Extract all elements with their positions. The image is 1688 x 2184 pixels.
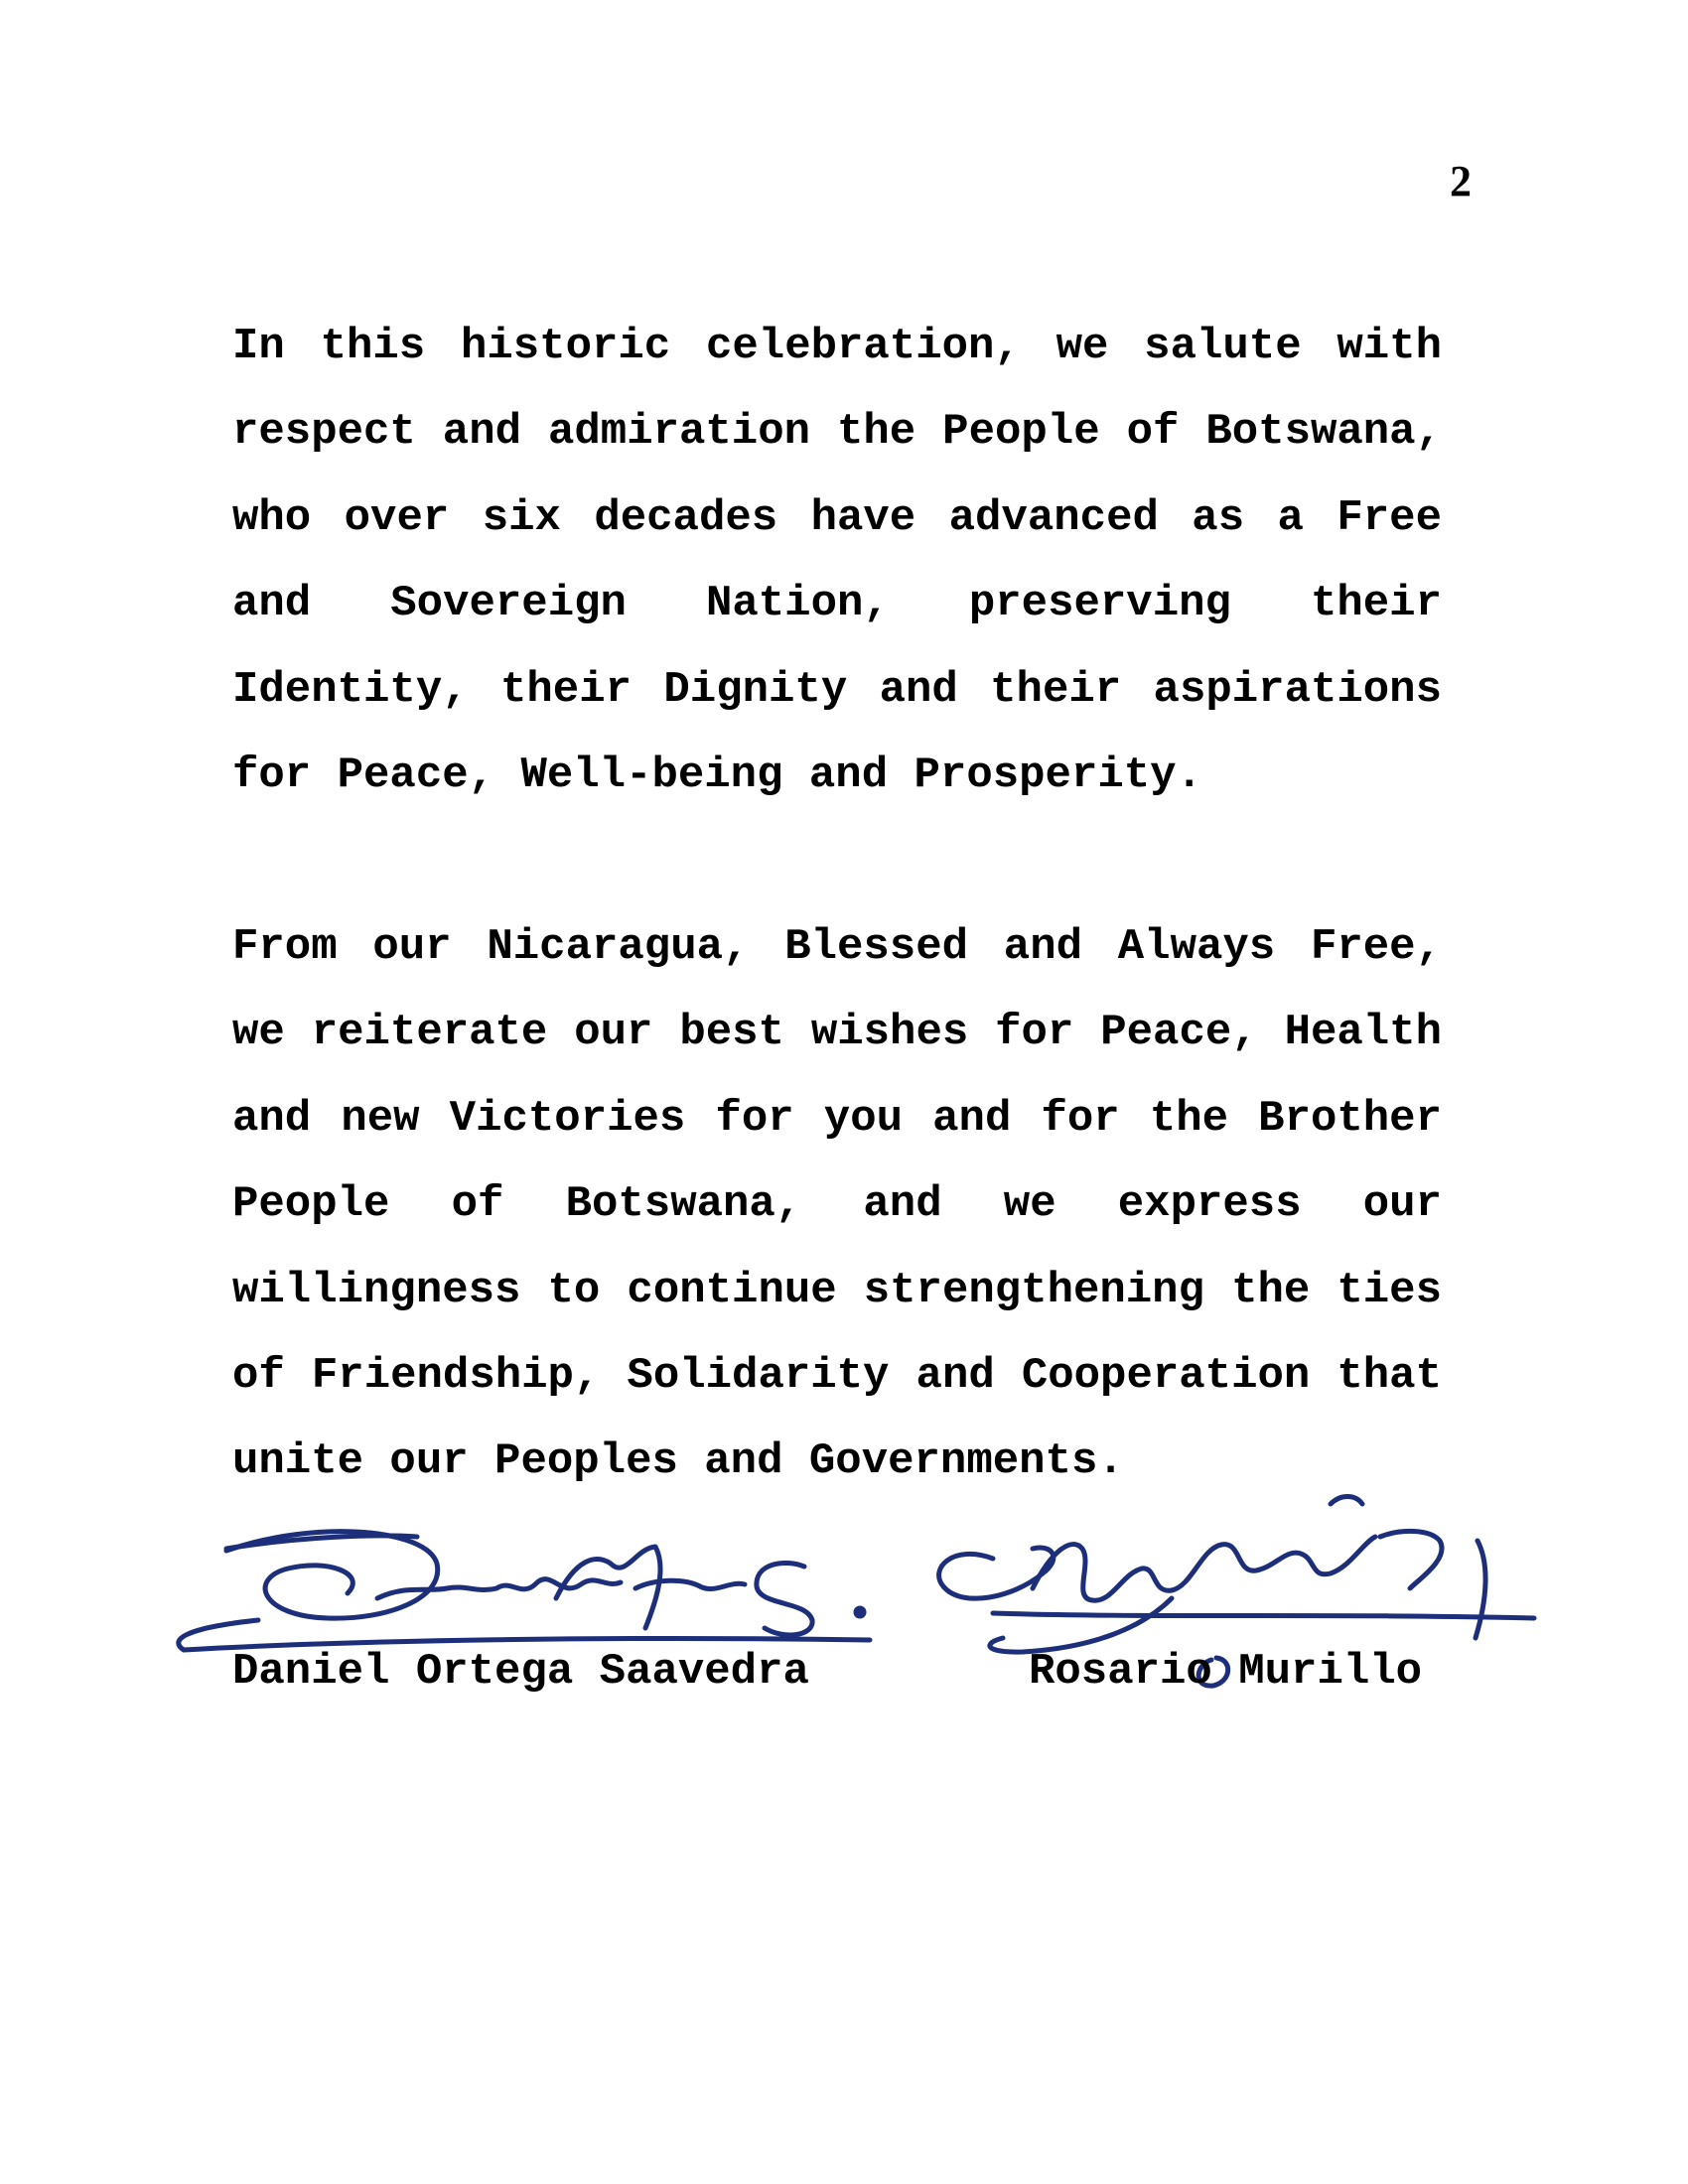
signer-name-daniel-ortega: Daniel Ortega Saavedra bbox=[232, 1647, 809, 1697]
letter-paragraph-1: In this historic celebration, we salute with respect and admiration the People of Botswana, who over six decades have advanced as a Free and Sovereign Nation, preserving their Identity, their Dignity and their aspirations for Peace, Well-being and Prosperity. bbox=[232, 322, 1442, 801]
letter-paragraph-2: From our Nicaragua, Blessed and Always Free, we reiterate our best wishes for Peace, Health and new Victories for you and for the Brother People of Botswana, and we express our willingness to continue strengthening the ties of Friendship, Solidarity and Cooperation that unite our Peoples and Governments. bbox=[232, 922, 1442, 1487]
signature-daniel-ortega bbox=[179, 1532, 870, 1650]
signer-name-rosario-murillo: Rosario Murillo bbox=[1029, 1647, 1423, 1697]
page-number: 2 bbox=[1450, 157, 1472, 205]
